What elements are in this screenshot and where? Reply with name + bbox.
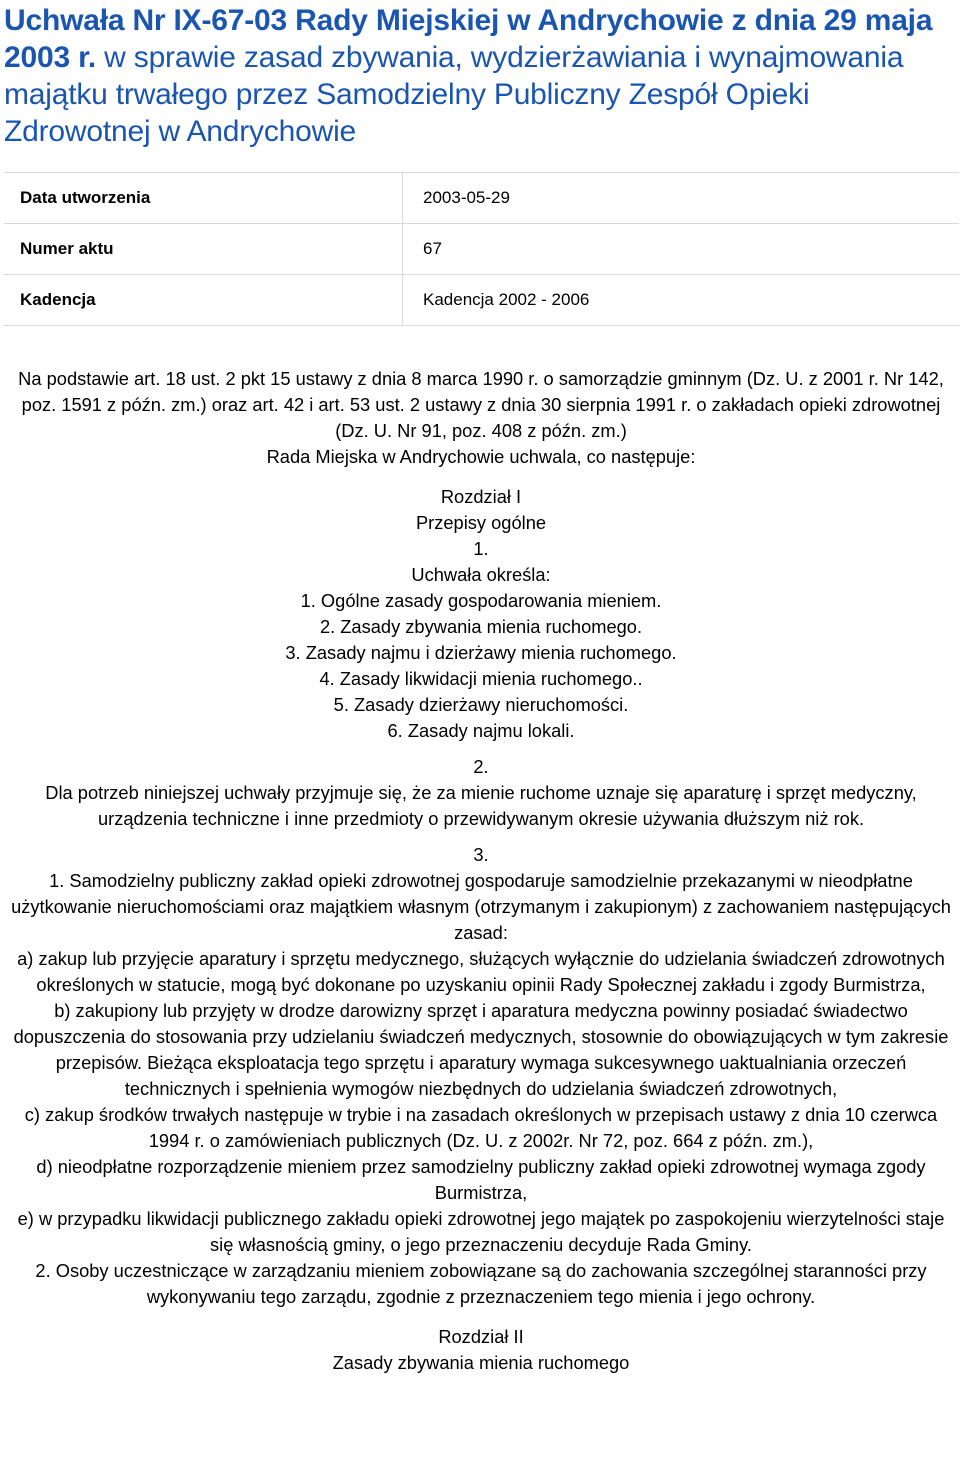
paragraph-point: e) w przypadku likwidacji publicznego zakładu opieki zdrowotnej jego majątek po zaspokojeniu wierzytelności staje się własnością gminy, o jego przeznaczeniu decyduje Rada Gminy.	[17, 1208, 945, 1255]
list-item: 4. Zasady likwidacji mienia ruchomego..	[319, 668, 643, 689]
paragraph-point: a) zakup lub przyjęcie aparatury i sprzętu medycznego, służących wyłącznie do udzielania świadczeń zdrowotnych określonych w statucie, mogą być dokonane po uzyskaniu opinii Rady Społecznej zakładu i zgody Burmistrza,	[17, 948, 945, 995]
title-number: Uchwała Nr IX-67-03 Rady Miejskiej w Andrychowie z dnia 29 maja 2003 r.	[4, 4, 933, 74]
document-title	[4, 2, 959, 150]
metadata-row	[4, 275, 959, 326]
paragraph-point: c) zakup środków trwałych następuje w trybie i na zasadach określonych w przepisach ustawy z dnia 10 czerwca 1994 r. o zamówieniach publicznych (Dz. U. z 2002r. Nr 72, poz. 664 z późn. zm.),	[24, 1104, 938, 1151]
chapter-heading: Rozdział II	[438, 1326, 524, 1347]
metadata-value: 2003-05-29	[403, 173, 960, 224]
resolution-clause: Rada Miejska w Andrychowie uchwala, co następuje:	[266, 446, 696, 467]
list-item: 1. Ogólne zasady gospodarowania mieniem.	[300, 590, 662, 611]
metadata-value: Kadencja 2002 - 2006	[403, 275, 960, 326]
paragraph-text: Dla potrzeb niniejszej uchwały przyjmuje się, że za mienie ruchome uznaje się aparaturę i sprzęt medyczny, urządzenia techniczne i inne przedmioty o przewidywanym okresie używania dłuższym niż rok.	[45, 782, 917, 829]
metadata-value: 67	[403, 224, 960, 275]
paragraph-point: b) zakupiony lub przyjęty w drodze darowizny sprzęt i aparatura medyczna powinny posiadać świadectwo dopuszczenia do stosowania przy udzielaniu świadczeń medycznych, stosownie do obowiązujących w tym zakresie przepisów. Bieżąca eksploatacja tego sprzętu i aparatury wymaga sukcesywnego uaktualniania orzeczeń technicznych i spełnienia wymogów niezbędnych do udzielania świadczeń zdrowotnych,	[13, 1000, 949, 1099]
metadata-label: Kadencja	[4, 275, 403, 326]
paragraph-text: 1. Samodzielny publiczny zakład opieki zdrowotnej gospodaruje samodzielnie przekazanymi w nieodpłatne użytkowanie nieruchomościami oraz majątkiem własnym (otrzymanym i zakupionym) z zachowaniem następujących zasad:	[11, 870, 951, 943]
list-item: 2. Zasady zbywania mienia ruchomego.	[319, 616, 643, 637]
paragraph-text: 2. Osoby uczestniczące w zarządzaniu mieniem zobowiązane są do zachowania szczególnej staranności przy wykonywaniu tego zarządu, zgodnie z przeznaczeniem tego mienia i jego ochrony.	[35, 1260, 927, 1307]
paragraph-number: 1.	[473, 538, 489, 559]
metadata-label: Numer aktu	[4, 224, 403, 275]
paragraph-point: d) nieodpłatne rozporządzenie mieniem przez samodzielny publiczny zakład opieki zdrowotnej wymaga zgody Burmistrza,	[36, 1156, 926, 1203]
metadata-row	[4, 224, 959, 275]
metadata-table	[4, 172, 959, 326]
title-subject: w sprawie zasad zbywania, wydzierżawiania i wynajmowania majątku trwałego przez Samodzielny Publiczny Zespół Opieki Zdrowotnej w Andrychowie	[4, 41, 904, 148]
document-body	[6, 366, 956, 1376]
paragraph-number: 3.	[473, 844, 489, 865]
list-item: 3. Zasady najmu i dzierżawy mienia ruchomego.	[285, 642, 677, 663]
metadata-label: Data utworzenia	[4, 173, 403, 224]
list-item: 5. Zasady dzierżawy nieruchomości.	[333, 694, 629, 715]
chapter-heading: Rozdział I	[440, 486, 522, 507]
chapter-title: Przepisy ogólne	[415, 512, 547, 533]
chapter-title: Zasady zbywania mienia ruchomego	[332, 1352, 630, 1373]
paragraph-number: 2.	[473, 756, 489, 777]
preamble: Na podstawie art. 18 ust. 2 pkt 15 ustawy z dnia 8 marca 1990 r. o samorządzie gminnym (Dz. U. z 2001 r. Nr 142, poz. 1591 z późn. zm.) oraz art. 42 i art. 53 ust. 2 ustawy z dnia 30 sierpnia 1991 r. o zakładach opieki zdrowotnej (Dz. U. Nr 91, poz. 408 z późn. zm.)	[18, 368, 944, 441]
paragraph-intro: Uchwała określa:	[411, 564, 551, 585]
metadata-row	[4, 173, 959, 224]
list-item: 6. Zasady najmu lokali.	[387, 720, 575, 741]
